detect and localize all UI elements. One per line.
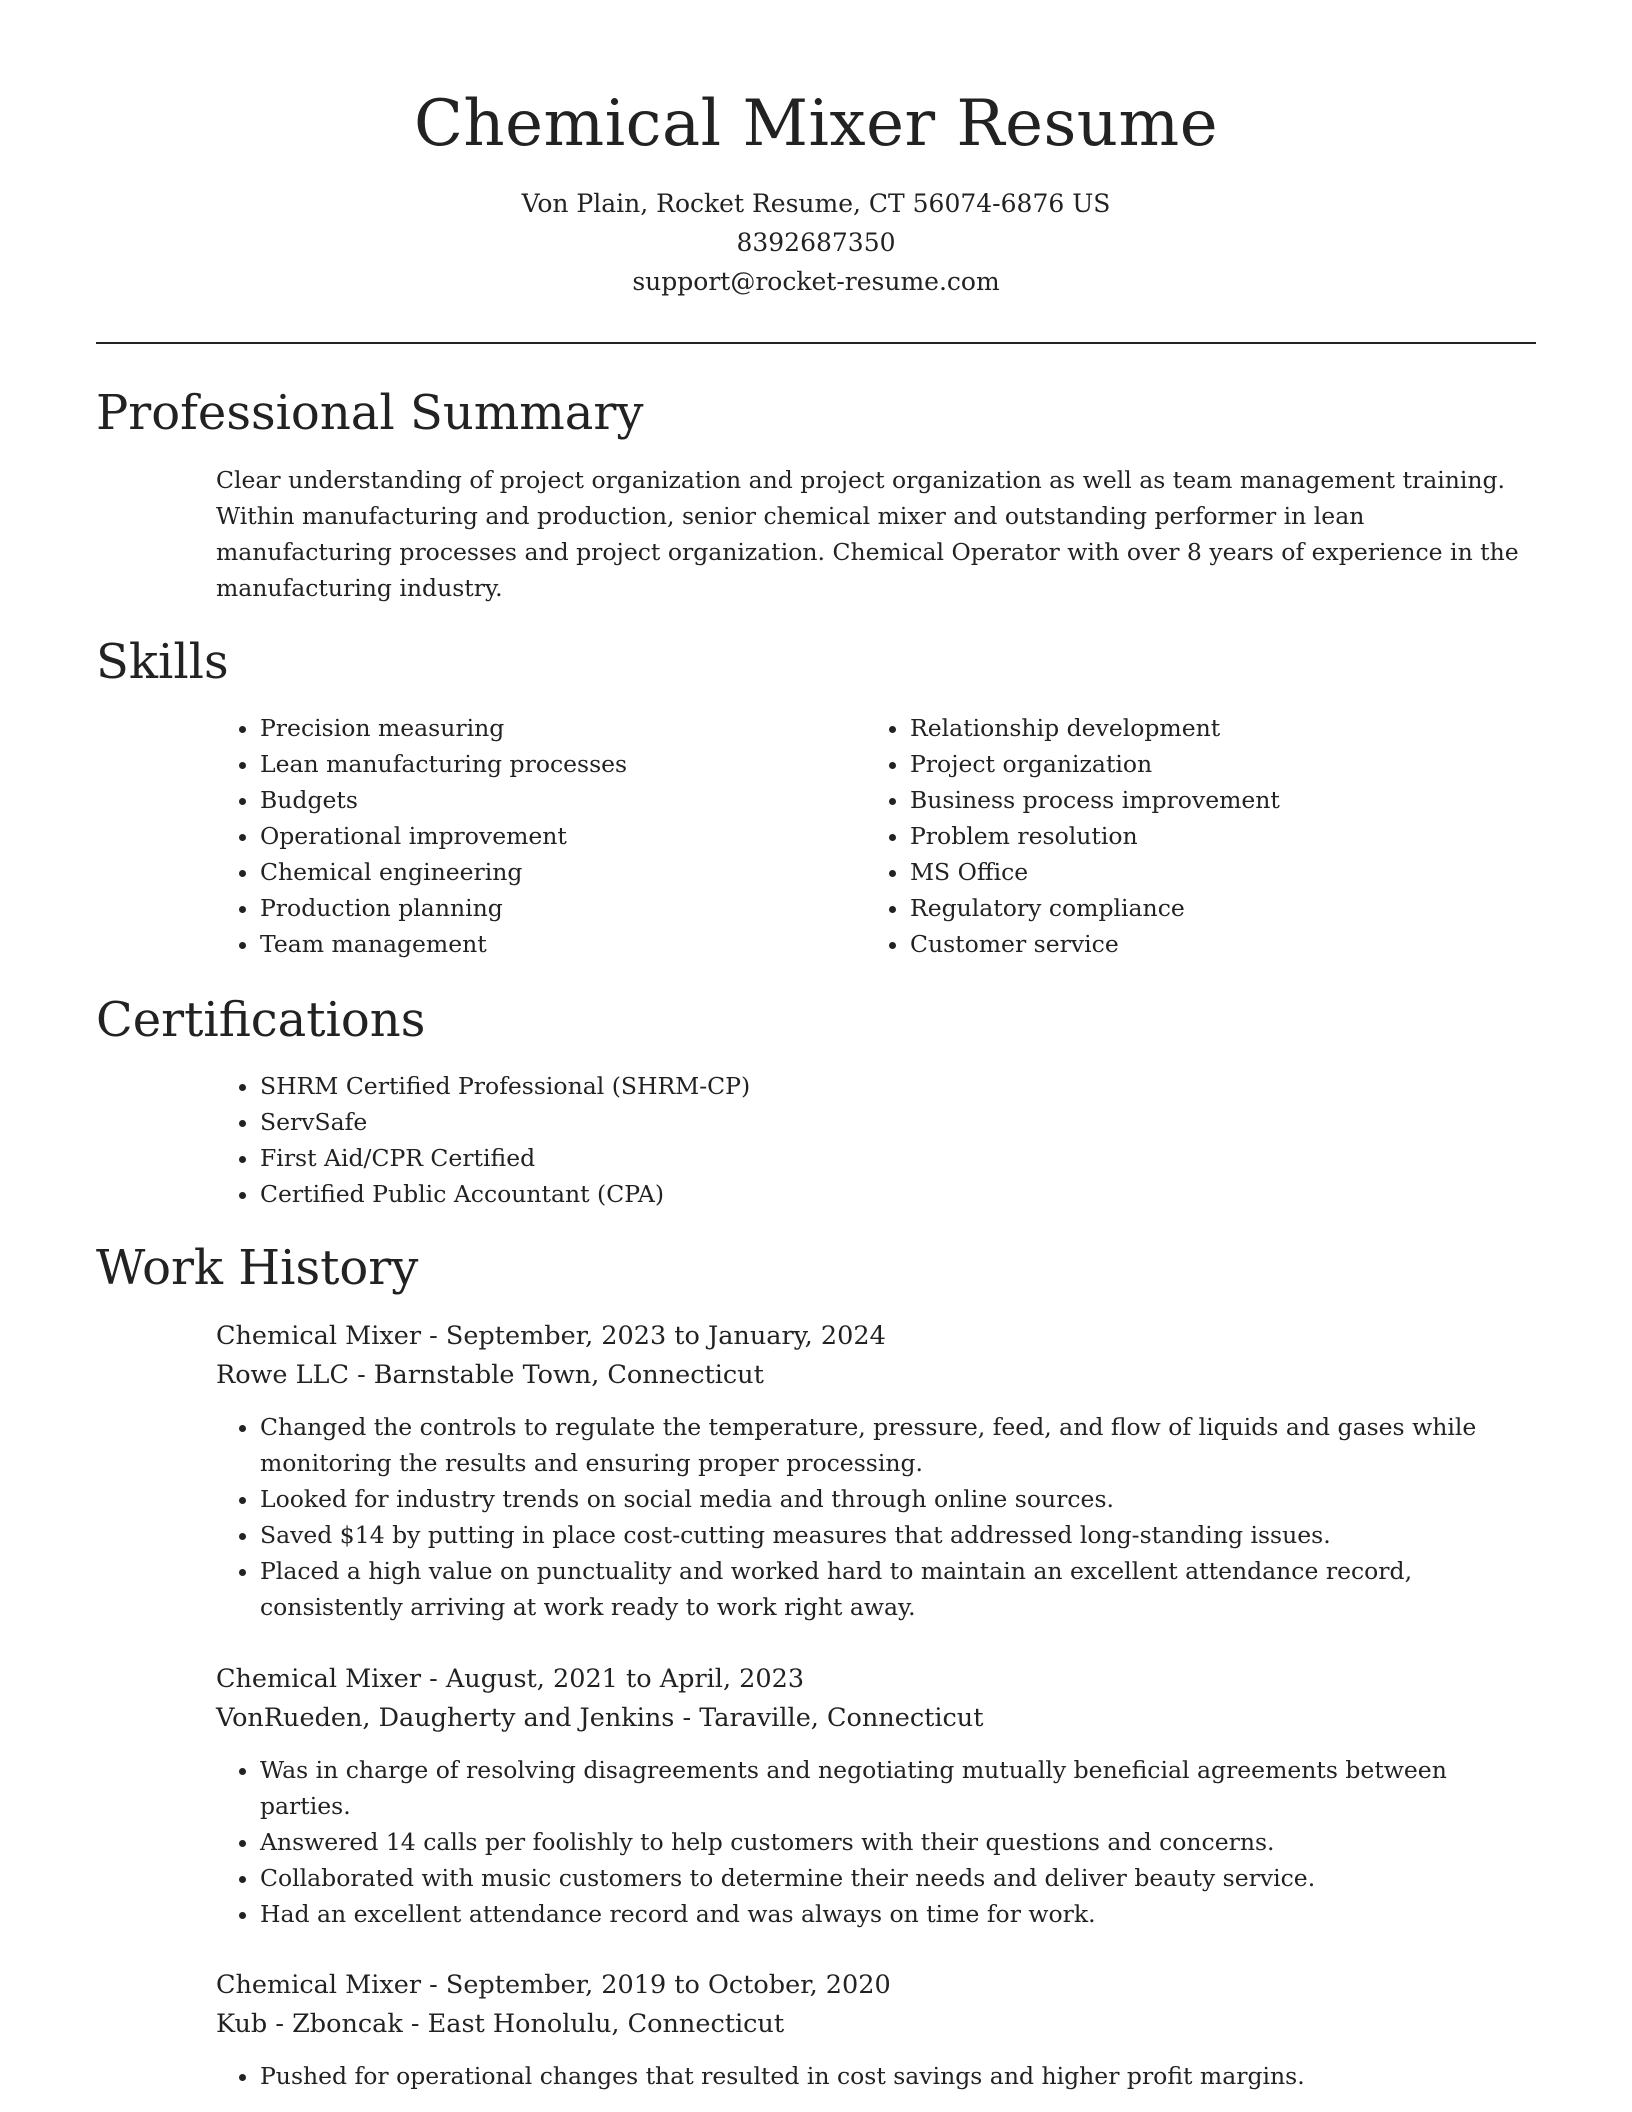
skill-item: • Customer service (910, 926, 1526, 962)
contact-email: support@rocket-resume.com (632, 267, 1000, 296)
skill-item: • Problem resolution (910, 818, 1526, 854)
job-company: VonRueden, Daugherty and Jenkins (216, 1703, 675, 1733)
job-duty: • Collaborated with music customers to determine their needs and deliver beauty service. (260, 1860, 1536, 1896)
skill-item: • Project organization (910, 746, 1526, 782)
job-duties-list (216, 1752, 1536, 1932)
job-title-line (216, 1317, 1536, 1356)
certification-item: • ServSafe (260, 1104, 1516, 1140)
certifications-list (216, 1068, 1516, 1212)
skill-item: • Chemical engineering (260, 854, 856, 890)
job-duties-list (216, 1409, 1536, 1625)
job-duty: • Saved $14 by putting in place cost-cutting measures that addressed long-standing issues. (260, 1517, 1536, 1553)
job-title-line (216, 1660, 1536, 1699)
job-location: - Taraville, Connecticut (674, 1703, 984, 1733)
job-role: Chemical Mixer (216, 1321, 422, 1351)
skill-item: • Production planning (260, 890, 856, 926)
certification-item: • Certified Public Accountant (CPA) (260, 1176, 1516, 1212)
job-role: Chemical Mixer (216, 1970, 422, 2000)
skills-column-left (216, 710, 856, 962)
job-dates: - September, 2019 to October, 2020 (421, 1970, 891, 2000)
job-duty: • Pushed for operational changes that resulted in cost savings and higher profit margins. (260, 2058, 1536, 2094)
job-title-line (216, 1966, 1536, 2005)
certification-item: • First Aid/CPR Certified (260, 1140, 1516, 1176)
contact-phone: 8392687350 (736, 228, 896, 257)
job-location: - East Honolulu, Connecticut (402, 2009, 785, 2039)
work-history-heading: Work History (96, 1240, 419, 1296)
resume-title: Chemical Mixer Resume (413, 87, 1219, 161)
skills-column-right (866, 710, 1526, 962)
job-dates: - August, 2021 to April, 2023 (421, 1664, 805, 1694)
resume-header (96, 84, 1536, 301)
skills-list-right (866, 710, 1526, 962)
skills-list-left (216, 710, 856, 962)
summary-heading: Professional Summary (96, 385, 644, 441)
skill-item: • Budgets (260, 782, 856, 818)
job-company: Rowe LLC (216, 1360, 349, 1390)
job-duties-list (216, 2058, 1536, 2094)
summary-text: Clear understanding of project organization and project organization as well as team management training. Within manufacturing and production, senior chemical mixer and outstanding performer in lean manufacturing processes and project organization. Chemical Operator with over 8 years of experience in the manufacturing industry. (216, 466, 1519, 602)
skills-heading: Skills (96, 634, 229, 690)
job-company-line (216, 1699, 1536, 1738)
job-duty: • Answered 14 calls per foolishly to help customers with their questions and concerns. (260, 1824, 1536, 1860)
job-company: Kub - Zboncak (216, 2009, 403, 2039)
skill-item: • Precision measuring (260, 710, 856, 746)
certifications-block (216, 1068, 1516, 1212)
certification-item: • SHRM Certified Professional (SHRM-CP) (260, 1068, 1516, 1104)
job-dates: - September, 2023 to January, 2024 (421, 1321, 886, 1351)
job-duty: • Changed the controls to regulate the temperature, pressure, feed, and flow of liquids and gases while monitoring the results and ensuring proper processing. (260, 1409, 1536, 1481)
skill-item: • Business process improvement (910, 782, 1526, 818)
skill-item: • MS Office (910, 854, 1526, 890)
job-company-line (216, 1356, 1536, 1395)
job-company-line (216, 2005, 1536, 2044)
job-entry (216, 1660, 1536, 1932)
skill-item: • Team management (260, 926, 856, 962)
header-divider (96, 342, 1536, 344)
job-entry (216, 1966, 1536, 2094)
contact-address: Von Plain, Rocket Resume, CT 56074-6876 US (521, 189, 1111, 218)
skill-item: • Relationship development (910, 710, 1526, 746)
job-duty: • Was in charge of resolving disagreements and negotiating mutually beneficial agreements between parties. (260, 1752, 1536, 1824)
certifications-heading: Certifications (96, 992, 426, 1048)
job-entry (216, 1317, 1536, 1625)
job-location: - Barnstable Town, Connecticut (348, 1360, 764, 1390)
job-duty: • Looked for industry trends on social media and through online sources. (260, 1481, 1536, 1517)
skill-item: • Operational improvement (260, 818, 856, 854)
job-role: Chemical Mixer (216, 1664, 422, 1694)
skill-item: • Regulatory compliance (910, 890, 1526, 926)
job-duty: • Placed a high value on punctuality and worked hard to maintain an excellent attendance record, consistently arriving at work ready to work right away. (260, 1553, 1536, 1625)
skill-item: • Lean manufacturing processes (260, 746, 856, 782)
job-duty: • Had an excellent attendance record and was always on time for work. (260, 1896, 1536, 1932)
